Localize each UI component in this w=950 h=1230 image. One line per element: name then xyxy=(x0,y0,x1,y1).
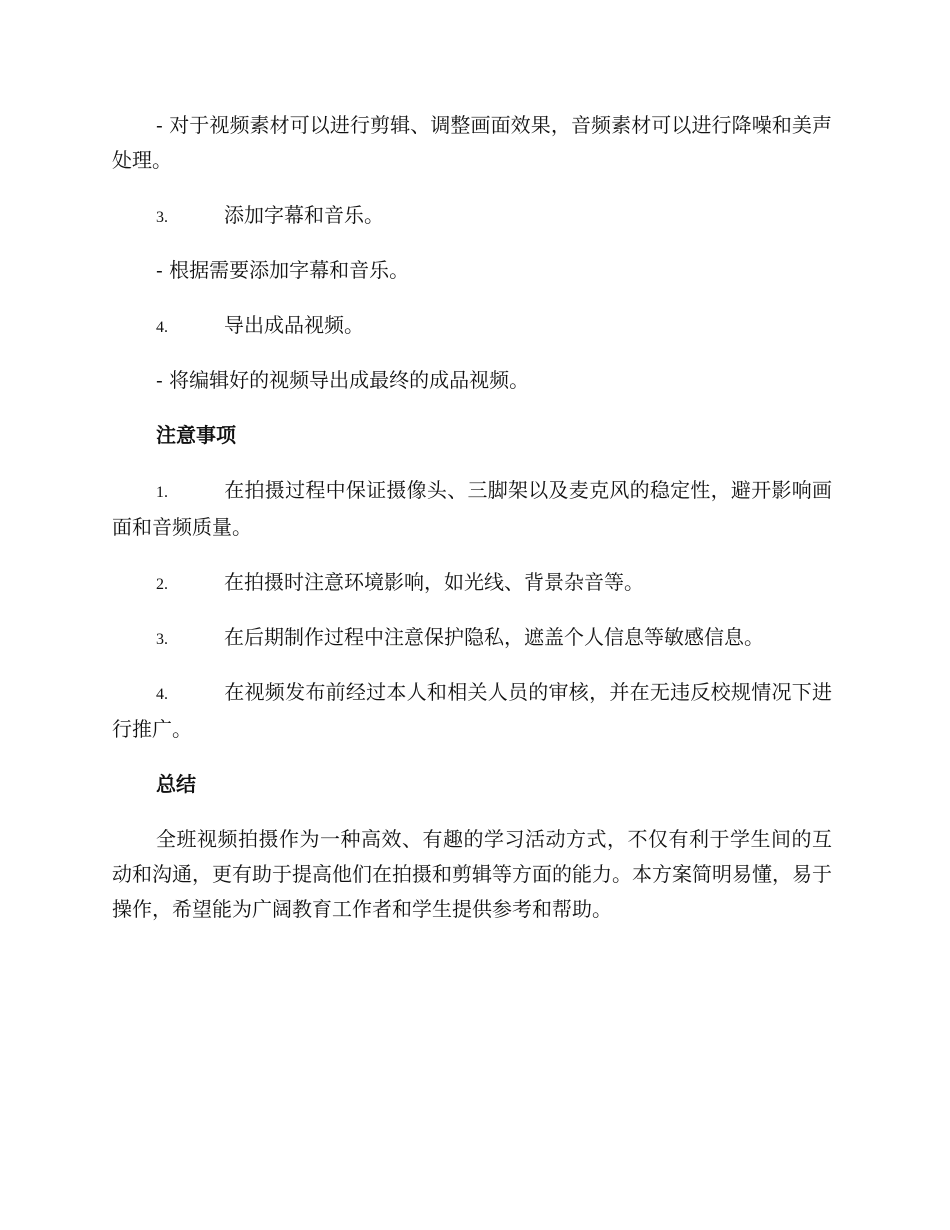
step3-text: 添加字幕和音乐。 xyxy=(224,203,384,227)
step4-item xyxy=(112,308,832,343)
step4-note: - 将编辑好的视频导出成最终的成品视频。 xyxy=(156,368,530,392)
note-item-3 xyxy=(112,620,832,655)
note-2-number: 2. xyxy=(156,576,168,593)
note-item-4 xyxy=(112,675,832,747)
step3-item xyxy=(112,198,832,233)
step3-note: - 根据需要添加字幕和音乐。 xyxy=(156,258,410,282)
note-item-2 xyxy=(112,565,832,600)
note-4-number: 4. xyxy=(156,686,168,703)
step2-note: - 对于视频素材可以进行剪辑、调整画面效果，音频素材可以进行降噪和美声处理。 xyxy=(112,113,832,172)
notes-heading: 注意事项 xyxy=(156,423,236,447)
step3-number: 3. xyxy=(156,209,168,226)
note-1-number: 1. xyxy=(156,484,168,501)
step4-text: 导出成品视频。 xyxy=(224,313,364,337)
note-2-text: 在拍摄时注意环境影响，如光线、背景杂音等。 xyxy=(224,570,644,594)
note-3-number: 3. xyxy=(156,631,168,648)
note-3-text: 在后期制作过程中注意保护隐私，遮盖个人信息等敏感信息。 xyxy=(224,625,764,649)
summary-paragraph: 全班视频拍摄作为一种高效、有趣的学习活动方式，不仅有利于学生间的互动和沟通，更有助于提高他们在拍摄和剪辑等方面的能力。本方案简明易懂，易于操作，希望能为广阔教育工作者和学生提供参考和帮助。 xyxy=(112,827,832,921)
summary-heading: 总结 xyxy=(156,772,196,796)
note-item-1 xyxy=(112,473,832,545)
step4-number: 4. xyxy=(156,319,168,336)
note-1-text: 在拍摄过程中保证摄像头、三脚架以及麦克风的稳定性，避开影响画面和音频质量。 xyxy=(112,478,832,539)
note-4-text: 在视频发布前经过本人和相关人员的审核，并在无违反校规情况下进行推广。 xyxy=(112,680,832,741)
